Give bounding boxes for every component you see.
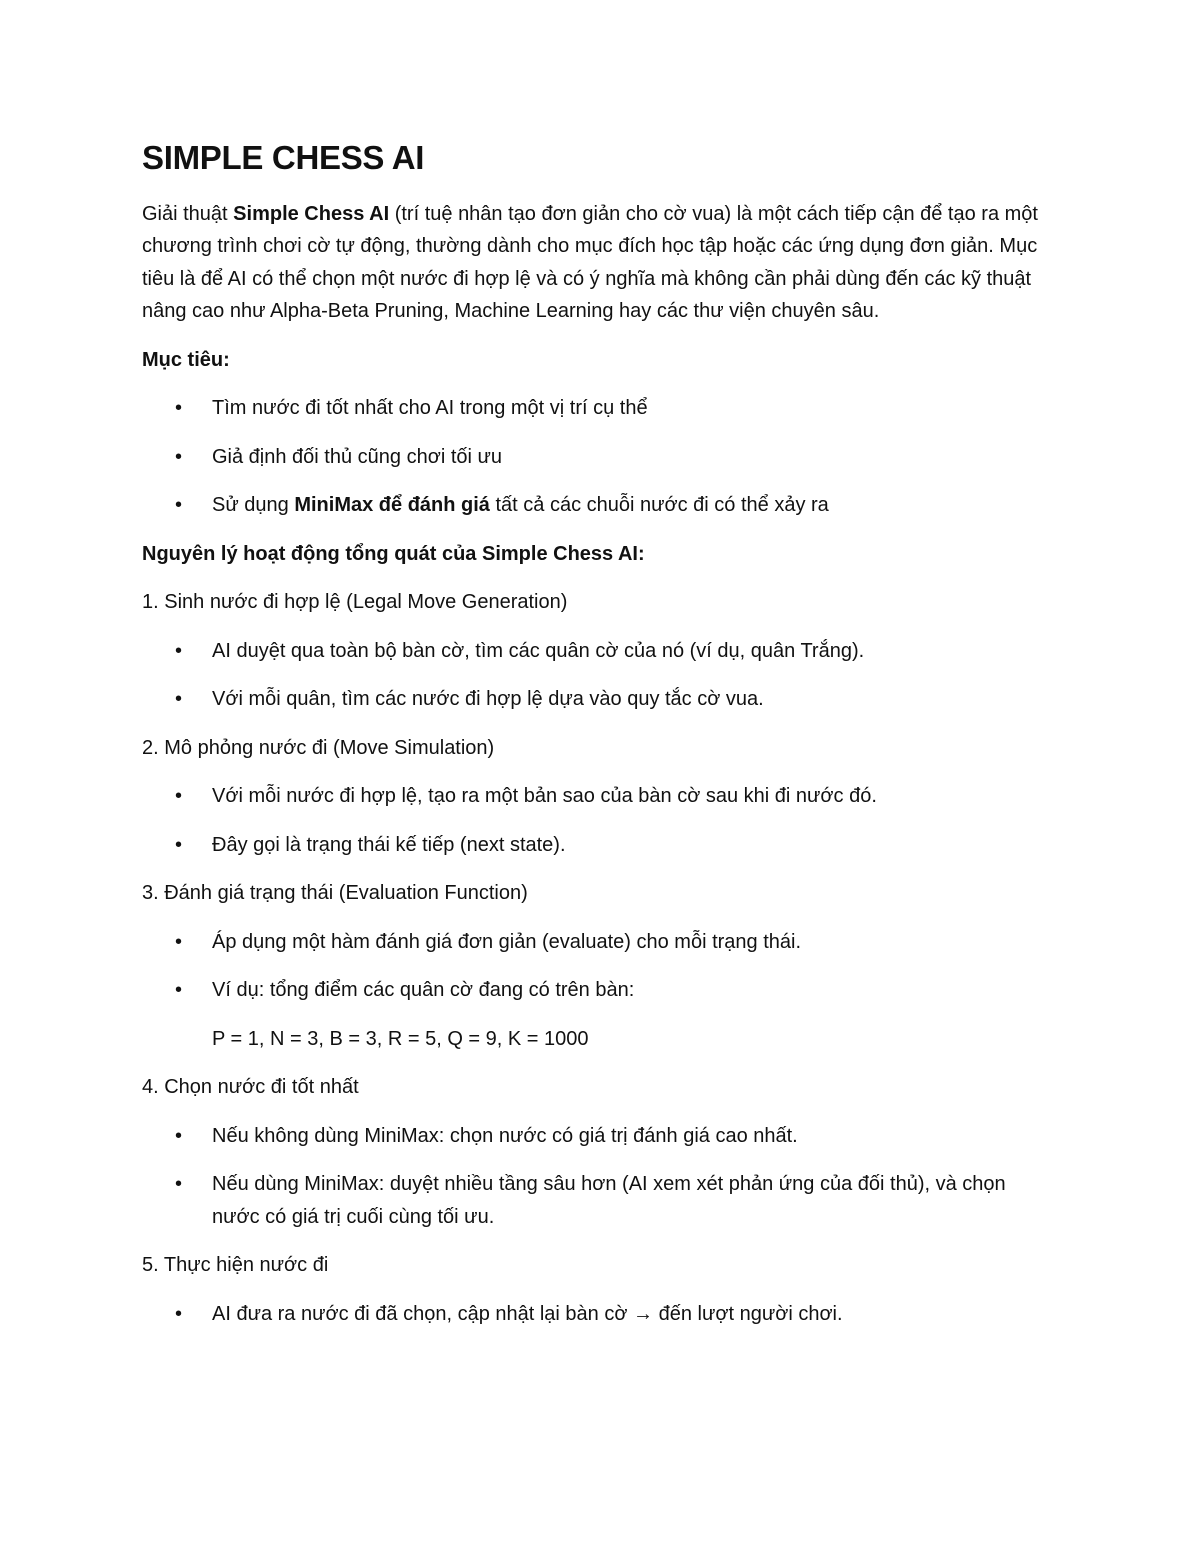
list-item — [142, 441, 1057, 474]
list-item-text: Nếu không dùng MiniMax: chọn nước có giá trị đánh giá cao nhất. — [212, 1124, 798, 1147]
bullet-icon: • — [175, 639, 183, 662]
list-item-text-pre: Sử dụng — [212, 494, 295, 517]
step-title: 3. Đánh giá trạng thái (Evaluation Function) — [142, 882, 528, 905]
list-item-text: Giả định đối thủ cũng chơi tối ưu — [212, 445, 503, 468]
list-item — [142, 1120, 1057, 1153]
intro-text-pre: Giải thuật — [142, 202, 234, 225]
bullet-icon: • — [175, 979, 183, 1002]
list-item — [142, 392, 1057, 425]
step-title: 1. Sinh nước đi hợp lệ (Legal Move Generation) — [142, 591, 568, 614]
list-item — [142, 1168, 1057, 1233]
piece-values-formula: P = 1, N = 3, B = 3, R = 5, Q = 9, K = 1000 — [212, 1027, 589, 1050]
step-title: 4. Chọn nước đi tốt nhất — [142, 1076, 359, 1099]
list-item-text: AI duyệt qua toàn bộ bàn cờ, tìm các quân cờ của nó (ví dụ, quân Trắng). — [212, 639, 865, 662]
bullet-icon: • — [175, 1124, 183, 1147]
list-item-text: AI đưa ra nước đi đã chọn, cập nhật lại bàn cờ → đến lượt người chơi. — [212, 1302, 843, 1325]
list-item-text: Ví dụ: tổng điểm các quân cờ đang có trên bàn: — [212, 979, 635, 1002]
step-list — [142, 780, 1057, 861]
bullet-icon: • — [175, 833, 183, 856]
goals-list — [142, 392, 1057, 522]
list-item-text-post: tất cả các chuỗi nước đi có thể xảy ra — [489, 494, 829, 517]
bullet-icon: • — [175, 494, 183, 517]
list-item-bold: MiniMax để đánh giá — [294, 494, 490, 517]
list-item-text: Với mỗi nước đi hợp lệ, tạo ra một bản sao của bàn cờ sau khi đi nước đó. — [212, 785, 877, 808]
step-list — [142, 635, 1057, 716]
step-list — [142, 926, 1057, 1007]
bullet-icon: • — [175, 445, 183, 468]
list-item-text: Với mỗi quân, tìm các nước đi hợp lệ dựa vào quy tắc cờ vua. — [212, 688, 764, 711]
bullet-icon: • — [175, 397, 183, 420]
list-item — [142, 1298, 1057, 1331]
bullet-icon: • — [175, 1302, 183, 1325]
step-title: 5. Thực hiện nước đi — [142, 1254, 329, 1277]
bullet-icon: • — [175, 785, 183, 808]
step-list — [142, 1120, 1057, 1234]
list-item-text: Tìm nước đi tốt nhất cho AI trong một vị trí cụ thể — [212, 397, 648, 420]
intro-bold-term: Simple Chess AI — [233, 202, 390, 225]
intro-paragraph — [142, 198, 1057, 328]
list-item — [142, 926, 1057, 959]
goals-heading: Mục tiêu: — [142, 348, 230, 371]
step-list — [142, 1298, 1057, 1331]
list-item — [142, 683, 1057, 716]
list-item — [142, 829, 1057, 862]
document-page — [142, 138, 1057, 1346]
intro-text-post: (trí tuệ nhân tạo đơn giản cho cờ vua) là một cách tiếp cận để tạo ra một chương trình chơi cờ tự động, thường dành cho mục đích học tập hoặc các ứng dụng đơn giản. Mục tiêu là để AI có thể chọn một nước đi hợp lệ và có ý nghĩa mà không cần phải dùng đến các kỹ thuật nâng cao như Alpha-Beta Pruning, Machine Learning hay các thư viện chuyên sâu. — [142, 202, 1038, 323]
list-item-text: Áp dụng một hàm đánh giá đơn giản (evaluate) cho mỗi trạng thái. — [212, 930, 802, 953]
list-item-text: Đây gọi là trạng thái kế tiếp (next state). — [212, 833, 566, 856]
document-title: SIMPLE CHESS AI — [142, 139, 425, 176]
list-item-text: Nếu dùng MiniMax: duyệt nhiều tầng sâu hơn (AI xem xét phản ứng của đối thủ), và chọn nước có giá trị cuối cùng tối ưu. — [212, 1173, 1006, 1228]
bullet-icon: • — [175, 688, 183, 711]
principles-heading: Nguyên lý hoạt động tổng quát của Simple Chess AI: — [142, 542, 645, 565]
step-title: 2. Mô phỏng nước đi (Move Simulation) — [142, 736, 495, 759]
bullet-icon: • — [175, 930, 183, 953]
list-item — [142, 780, 1057, 813]
list-item — [142, 489, 1057, 522]
list-item — [142, 635, 1057, 668]
bullet-icon: • — [175, 1173, 183, 1196]
list-item — [142, 974, 1057, 1007]
